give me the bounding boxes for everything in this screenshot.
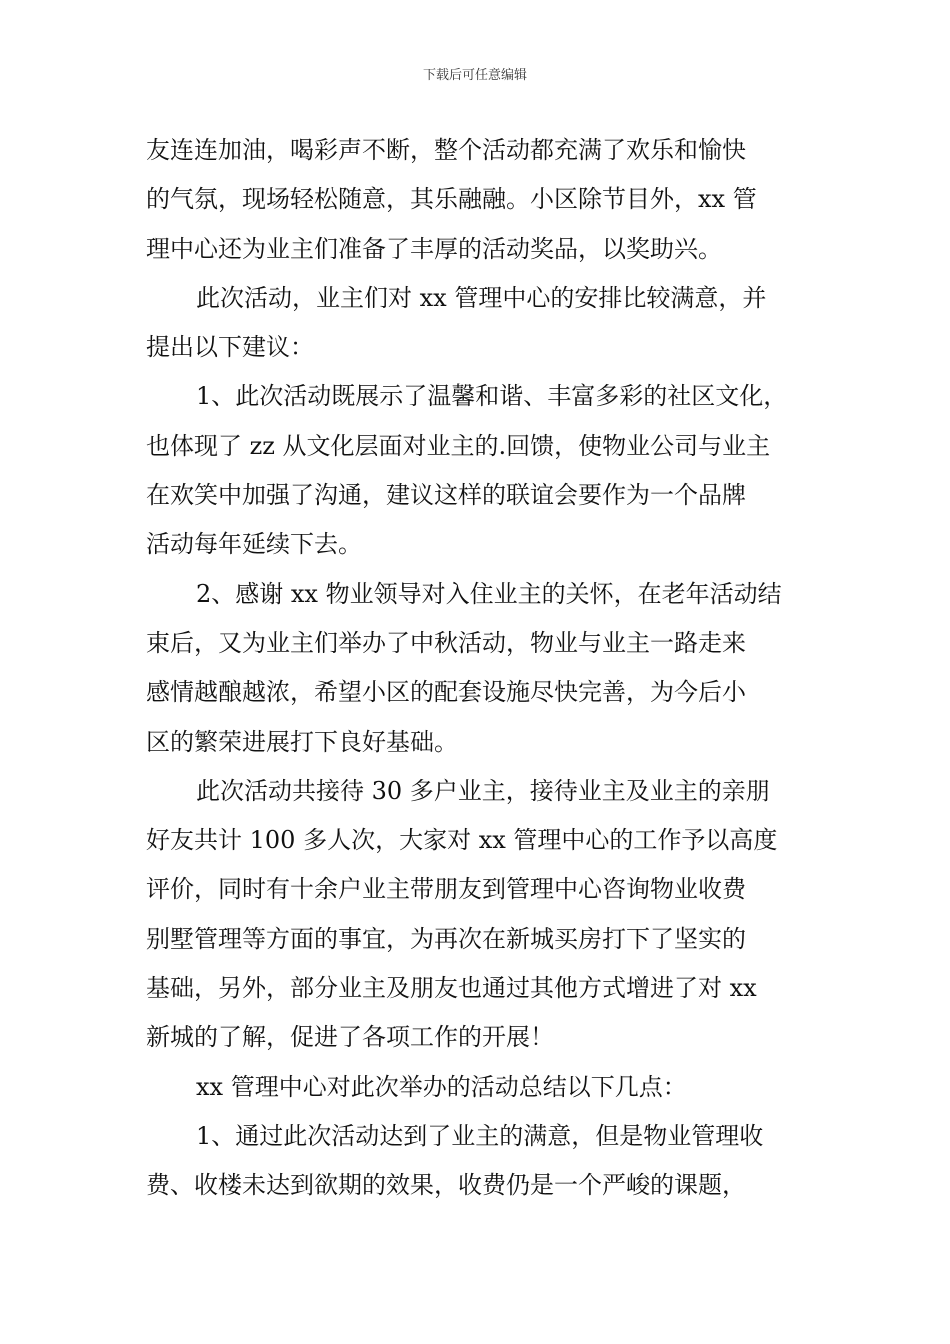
- text-line: 1、通过此次活动达到了业主的满意，但是物业管理收: [196, 1121, 764, 1150]
- text-line: 感情越酿越浓，希望小区的配套设施尽快完善，为今后小: [146, 678, 746, 707]
- text-line: 评价，同时有十余户业主带朋友到管理中心咨询物业收费: [146, 875, 746, 904]
- text-line: 费、收楼未达到欲期的效果，收费仍是一个严峻的课题，: [146, 1171, 746, 1200]
- text-line: 2、感谢 xx 物业领导对入住业主的关怀，在老年活动结: [196, 579, 782, 608]
- text-line: 提出以下建议：: [146, 333, 314, 362]
- text-line: 的气氛，现场轻松随意，其乐融融。小区除节目外，xx 管: [146, 185, 757, 214]
- text-line: 基础，另外，部分业主及朋友也通过其他方式增进了对 xx: [146, 974, 757, 1003]
- text-line: 友连连加油，喝彩声不断，整个活动都充满了欢乐和愉快: [146, 136, 746, 164]
- document-body: [146, 126, 811, 1211]
- text-line: 活动每年延续下去。: [146, 530, 362, 559]
- text-line: 也体现了 zz 从文化层面对业主的.回馈，使物业公司与业主: [146, 431, 771, 460]
- text-line: 此次活动，业主们对 xx 管理中心的安排比较满意，并: [196, 283, 767, 312]
- text-line: 区的繁荣进展打下良好基础。: [146, 727, 458, 756]
- text-line: 别墅管理等方面的事宜，为再次在新城买房打下了坚实的: [146, 924, 746, 953]
- text-line: 1、此次活动既展示了温馨和谐、丰富多彩的社区文化，: [196, 382, 788, 411]
- text-line: 在欢笑中加强了沟通，建议这样的联谊会要作为一个品牌: [146, 481, 746, 510]
- text-line: xx 管理中心对此次举办的活动总结以下几点：: [196, 1072, 687, 1101]
- text-line: 新城的了解，促进了各项工作的开展！: [146, 1023, 554, 1052]
- page-header: 下载后可任意编辑: [422, 68, 527, 83]
- text-line: 束后，又为业主们举办了中秋活动，物业与业主一路走来: [146, 628, 746, 657]
- text-line: 此次活动共接待 30 多户业主，接待业主及业主的亲朋: [196, 776, 770, 805]
- text-line: 理中心还为业主们准备了丰厚的活动奖品，以奖助兴。: [146, 234, 722, 263]
- text-line: 好友共计 100 多人次，大家对 xx 管理中心的工作予以高度: [146, 826, 778, 855]
